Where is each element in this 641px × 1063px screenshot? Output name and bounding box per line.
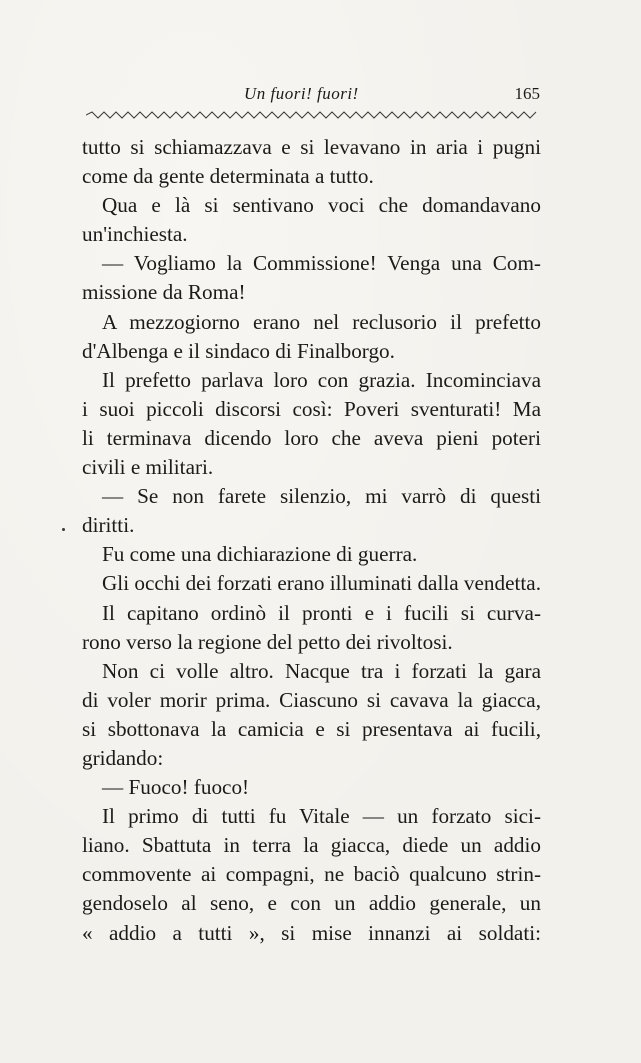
page-number: 165	[514, 84, 540, 103]
margin-ink-speck	[62, 528, 65, 531]
decorative-wavy-rule	[86, 108, 538, 122]
text-line: come da gente determinata a tutto.	[82, 164, 374, 189]
text-line: rono verso la regione del petto dei rivoltosi.	[82, 629, 453, 654]
text-line: — Vogliamo la Commissione! Venga una Com-	[102, 251, 541, 276]
text-line: civili e militari.	[82, 455, 214, 480]
text-line: missione da Roma!	[82, 280, 246, 305]
text-line: si sbottonava la camicia e si presentava ai fucili,	[82, 716, 541, 741]
text-line: di voler morir prima. Ciascuno si cavava la giacca,	[82, 687, 541, 712]
text-line: diritti.	[82, 513, 135, 538]
text-line: commovente ai compagni, ne baciò qualcuno strin-	[82, 862, 541, 887]
text-line: Gli occhi dei forzati erano illuminati dalla vendetta.	[102, 571, 541, 596]
text-line: Non ci volle altro. Nacque tra i forzati la gara	[102, 658, 541, 683]
body-text	[82, 133, 541, 948]
page-header	[82, 82, 542, 108]
running-title: Un fuori! fuori!	[244, 84, 359, 103]
text-line: gendoselo al seno, e con un addio generale, un	[82, 891, 541, 916]
text-line: Qua e là si sentivano voci che domandavano	[102, 193, 541, 218]
text-line: — Fuoco! fuoco!	[102, 775, 250, 800]
text-line: Il capitano ordinò il pronti e i fucili si curva-	[102, 600, 541, 625]
text-line: d'Albenga e il sindaco di Finalborgo.	[82, 338, 395, 363]
text-line: — Se non farete silenzio, mi varrò di questi	[102, 484, 541, 509]
text-line: gridando:	[82, 745, 164, 770]
text-line: Il primo di tutti fu Vitale — un forzato sici-	[102, 804, 541, 829]
text-line: Fu come una dichiarazione di guerra.	[102, 542, 418, 567]
text-line: « addio a tutti », si mise innanzi ai soldati:	[82, 920, 541, 945]
text-line: tutto si schiamazzava e si levavano in aria i pugni	[82, 135, 541, 159]
text-line: un'inchiesta.	[82, 222, 188, 247]
text-line: li terminava dicendo loro che aveva pieni poteri	[82, 425, 541, 450]
text-line: A mezzogiorno erano nel reclusorio il prefetto	[102, 309, 541, 334]
text-line: liano. Sbattuta in terra la giacca, diede un addio	[82, 833, 541, 858]
text-line: i suoi piccoli discorsi così: Poveri sventurati! Ma	[82, 396, 541, 421]
text-line: Il prefetto parlava loro con grazia. Incominciava	[102, 367, 541, 392]
